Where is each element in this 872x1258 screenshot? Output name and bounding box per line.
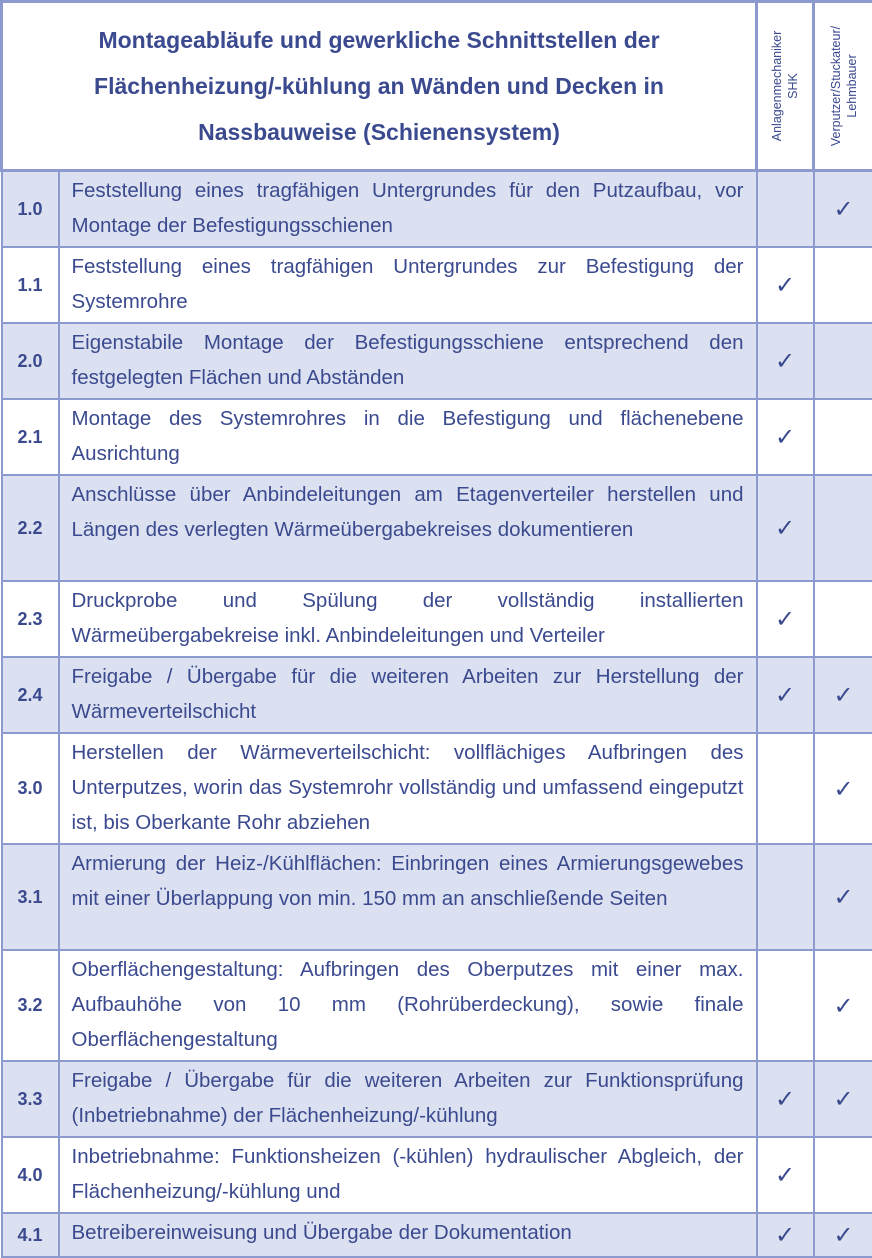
header-row xyxy=(2,2,872,171)
step-description: Feststellung eines tragfähigen Untergrundes zur Befestigung der Systemrohre xyxy=(59,247,757,323)
shk-check-icon: ✓ xyxy=(757,475,814,581)
shk-check-icon: ✓ xyxy=(757,1061,814,1137)
table-title xyxy=(2,2,757,171)
step-number: 2.4 xyxy=(2,657,59,733)
verputzer-check-icon: ✓ xyxy=(814,1213,872,1257)
step-description: Feststellung eines tragfähigen Untergrundes für den Putzaufbau, vor Montage der Befestigungsschienen xyxy=(59,171,757,248)
table-row xyxy=(2,581,872,657)
shk-check-icon: ✓ xyxy=(757,1137,814,1213)
title-line-3: Nassbauweise (Schienensystem) xyxy=(17,109,741,155)
step-description: Freigabe / Übergabe für die weiteren Arbeiten zur Funktionsprüfung (Inbetriebnahme) der Flächenheizung/-kühlung xyxy=(59,1061,757,1137)
verputzer-check-icon: ✓ xyxy=(814,1061,872,1137)
shk-check-icon: ✓ xyxy=(757,1213,814,1257)
verputzer-empty-cell xyxy=(814,1137,872,1213)
verputzer-check-icon: ✓ xyxy=(814,733,872,844)
step-description: Freigabe / Übergabe für die weiteren Arbeiten zur Herstellung der Wärmeverteilschicht xyxy=(59,657,757,733)
step-number: 2.2 xyxy=(2,475,59,581)
table-row xyxy=(2,171,872,248)
step-description: Anschlüsse über Anbindeleitungen am Etagenverteiler herstellen und Längen des verlegten Wärmeübergabekreises dokumentieren xyxy=(59,475,757,581)
table-row xyxy=(2,1213,872,1257)
table-row xyxy=(2,247,872,323)
verputzer-empty-cell xyxy=(814,475,872,581)
step-number: 1.0 xyxy=(2,171,59,248)
table-row xyxy=(2,733,872,844)
step-description: Montage des Systemrohres in die Befestigung und flächenebene Ausrichtung xyxy=(59,399,757,475)
verputzer-check-icon: ✓ xyxy=(814,657,872,733)
step-number: 4.0 xyxy=(2,1137,59,1213)
step-number: 3.2 xyxy=(2,950,59,1061)
shk-empty-cell xyxy=(757,950,814,1061)
shk-check-icon: ✓ xyxy=(757,581,814,657)
shk-check-icon: ✓ xyxy=(757,247,814,323)
step-number: 2.3 xyxy=(2,581,59,657)
step-number: 1.1 xyxy=(2,247,59,323)
step-description: Inbetriebnahme: Funktionsheizen (-kühlen) hydraulischer Abgleich, der Flächenheizung/-kühlung und xyxy=(59,1137,757,1213)
shk-check-icon: ✓ xyxy=(757,323,814,399)
title-line-2: Flächenheizung/-kühlung an Wänden und Decken in xyxy=(17,63,741,109)
shk-empty-cell xyxy=(757,733,814,844)
table-row xyxy=(2,323,872,399)
table-row xyxy=(2,399,872,475)
verputzer-check-icon: ✓ xyxy=(814,950,872,1061)
table-row xyxy=(2,475,872,581)
table-row xyxy=(2,950,872,1061)
step-description: Eigenstabile Montage der Befestigungsschiene entsprechend den festgelegten Flächen und Abständen xyxy=(59,323,757,399)
verputzer-check-icon: ✓ xyxy=(814,171,872,248)
column-header-shk-line-1: Anlagenmechaniker xyxy=(769,31,785,142)
shk-empty-cell xyxy=(757,171,814,248)
verputzer-empty-cell xyxy=(814,399,872,475)
step-number: 4.1 xyxy=(2,1213,59,1257)
shk-check-icon: ✓ xyxy=(757,399,814,475)
step-number: 2.1 xyxy=(2,399,59,475)
verputzer-check-icon: ✓ xyxy=(814,844,872,950)
step-description: Herstellen der Wärmeverteilschicht: vollflächiges Aufbringen des Unterputzes, worin das Systemrohr vollständig und umfassend eingeputzt ist, bis Oberkante Rohr abziehen xyxy=(59,733,757,844)
step-number: 3.3 xyxy=(2,1061,59,1137)
column-header-shk-line-2: SHK xyxy=(785,31,801,142)
title-line-1: Montageabläufe und gewerkliche Schnittstellen der xyxy=(17,17,741,63)
verputzer-empty-cell xyxy=(814,581,872,657)
table-row xyxy=(2,1137,872,1213)
verputzer-empty-cell xyxy=(814,323,872,399)
column-header-verputzer xyxy=(814,2,872,171)
shk-check-icon: ✓ xyxy=(757,657,814,733)
step-number: 3.1 xyxy=(2,844,59,950)
step-number: 2.0 xyxy=(2,323,59,399)
step-description: Armierung der Heiz-/Kühlflächen: Einbringen eines Armierungsgewebes mit einer Überlappung von min. 150 mm an anschließende Seiten xyxy=(59,844,757,950)
step-description: Druckprobe und Spülung der vollständig installierten Wärmeübergabekreise inkl. Anbindeleitungen und Verteiler xyxy=(59,581,757,657)
column-header-verputzer-line-1: Verputzer/Stuckateur/ xyxy=(828,26,844,146)
column-header-shk xyxy=(757,2,814,171)
table-row xyxy=(2,657,872,733)
shk-empty-cell xyxy=(757,844,814,950)
column-header-verputzer-line-2: Lehmbauer xyxy=(844,26,860,146)
table-row xyxy=(2,844,872,950)
table-row xyxy=(2,1061,872,1137)
step-description: Betreibereinweisung und Übergabe der Dokumentation xyxy=(59,1213,757,1257)
verputzer-empty-cell xyxy=(814,247,872,323)
step-description: Oberflächengestaltung: Aufbringen des Oberputzes mit einer max. Aufbauhöhe von 10 mm (Rohrüberdeckung), sowie finale Oberflächengestaltung xyxy=(59,950,757,1061)
step-number: 3.0 xyxy=(2,733,59,844)
